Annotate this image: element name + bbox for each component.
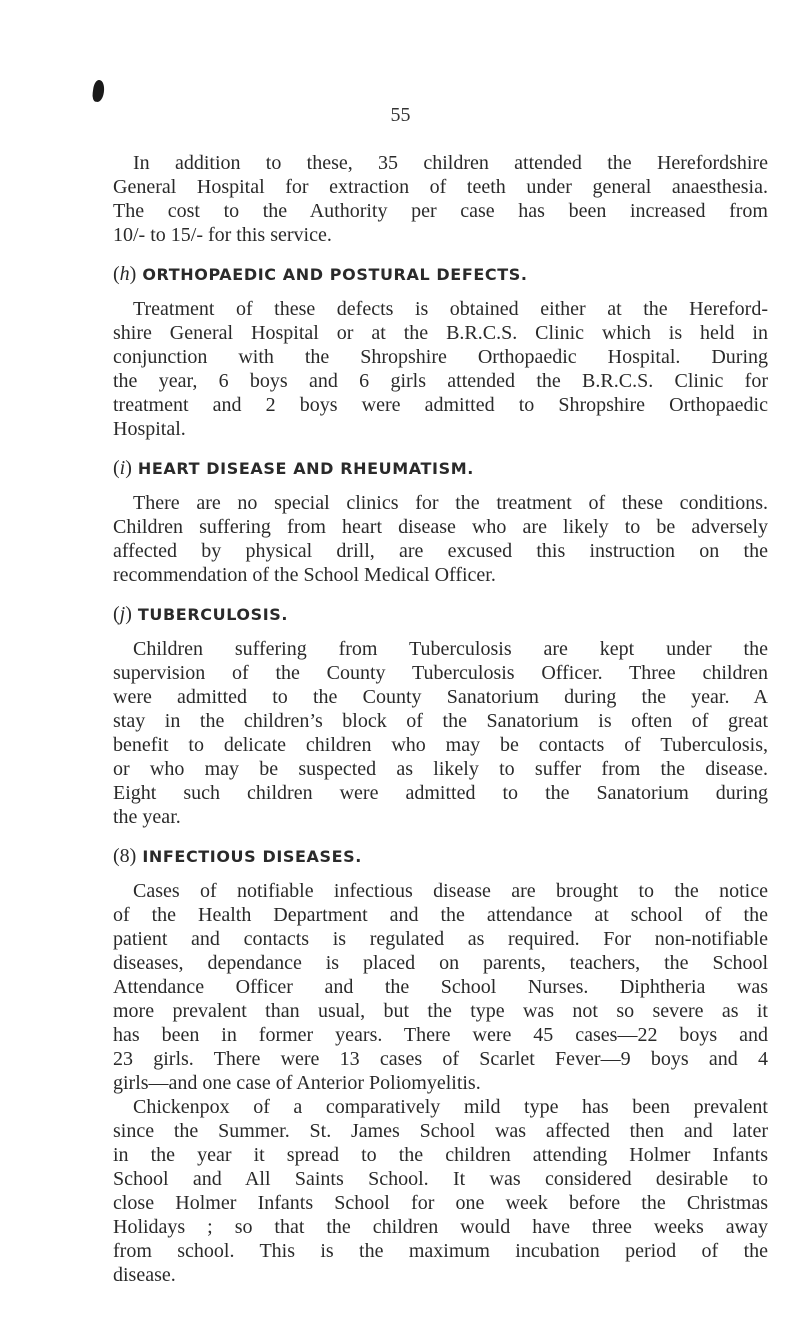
text-line: recommendation of the School Medical Officer. — [113, 564, 496, 586]
text-line: affected by physical drill, are excused this instruction on the — [113, 540, 768, 562]
text-line: has been in former years. There were 45 cases—22 boys and — [113, 1024, 768, 1046]
section-title: INFECTIOUS DISEASES. — [142, 847, 362, 866]
text-line: Holidays ; so that the children would have three weeks away — [113, 1216, 768, 1238]
text-line: benefit to delicate children who may be contacts of Tuberculosis, — [113, 734, 768, 756]
paragraph — [113, 879, 768, 1095]
section — [113, 844, 768, 1287]
paragraph — [113, 297, 768, 441]
text-line: 10/- to 15/- for this service. — [113, 224, 332, 246]
section-title: HEART DISEASE AND RHEUMATISM. — [137, 459, 474, 478]
text-line: diseases, dependance is placed on parents, teachers, the School — [113, 952, 768, 974]
section — [113, 602, 768, 829]
section — [113, 262, 768, 441]
text-line: The cost to the Authority per case has been increased from — [113, 200, 768, 222]
text-line: treatment and 2 boys were admitted to Shropshire Orthopaedic — [113, 394, 768, 416]
text-line: There are no special clinics for the treatment of these conditions. — [133, 492, 768, 514]
text-line: patient and contacts is regulated as required. For non-notifiable — [113, 928, 768, 950]
text-line: Children suffering from heart disease who are likely to be adversely — [113, 516, 768, 538]
section-letter: 8 — [119, 845, 130, 867]
text-line: Hospital. — [113, 418, 186, 440]
text-line: conjunction with the Shropshire Orthopaedic Hospital. During — [113, 346, 768, 368]
text-line: Children suffering from Tuberculosis are kept under the — [133, 638, 768, 660]
section-label: (i) — [113, 457, 132, 479]
text-line: girls—and one case of Anterior Poliomyelitis. — [113, 1072, 481, 1094]
section-letter: h — [119, 263, 130, 285]
text-line: disease. — [113, 1264, 176, 1286]
text-line: School and All Saints School. It was considered desirable to — [113, 1168, 768, 1190]
section — [113, 456, 768, 587]
section-title: TUBERCULOSIS. — [137, 605, 289, 624]
text-line: were admitted to the County Sanatorium during the year. A — [113, 686, 768, 708]
text-line: In addition to these, 35 children attended the Herefordshire — [133, 152, 768, 174]
section-heading — [113, 602, 768, 626]
text-line: from school. This is the maximum incubation period of the — [113, 1240, 768, 1262]
section-label: (h) — [113, 263, 137, 285]
text-line: Eight such children were admitted to the Sanatorium during — [113, 782, 768, 804]
text-line: stay in the children’s block of the Sanatorium is often of great — [113, 710, 768, 732]
text-line: General Hospital for extraction of teeth under general anaesthesia. — [113, 176, 768, 198]
text-line: Treatment of these defects is obtained either at the Hereford- — [133, 298, 768, 320]
text-line: 23 girls. There were 13 cases of Scarlet Fever—9 boys and 4 — [113, 1048, 768, 1070]
text-line: close Holmer Infants School for one week before the Christmas — [113, 1192, 768, 1214]
document-body — [113, 151, 768, 1287]
text-line: more prevalent than usual, but the type was not so severe as it — [113, 1000, 768, 1022]
text-line: shire General Hospital or at the B.R.C.S. Clinic which is held in — [113, 322, 768, 344]
section — [113, 151, 768, 247]
section-label: (j) — [113, 603, 132, 625]
section-label: (8) — [113, 845, 137, 867]
paragraph — [113, 637, 768, 829]
text-line: Cases of notifiable infectious disease are brought to the notice — [133, 880, 768, 902]
text-line: the year, 6 boys and 6 girls attended the B.R.C.S. Clinic for — [113, 370, 768, 392]
section-heading — [113, 844, 768, 868]
text-line: supervision of the County Tuberculosis Officer. Three children — [113, 662, 768, 684]
paragraph — [113, 151, 768, 247]
section-letter: i — [119, 457, 126, 479]
text-line: since the Summer. St. James School was affected then and later — [113, 1120, 768, 1142]
section-title: ORTHOPAEDIC AND POSTURAL DEFECTS. — [142, 265, 528, 284]
text-line: the year. — [113, 806, 181, 828]
text-line: or who may be suspected as likely to suffer from the disease. — [113, 758, 768, 780]
text-line: in the year it spread to the children attending Holmer Infants — [113, 1144, 768, 1166]
text-line: of the Health Department and the attendance at school of the — [113, 904, 768, 926]
section-heading — [113, 456, 768, 480]
text-line: Attendance Officer and the School Nurses. Diphtheria was — [113, 976, 768, 998]
page-number: 55 — [390, 104, 411, 126]
paragraph — [113, 1095, 768, 1287]
text-line: Chickenpox of a comparatively mild type has been prevalent — [133, 1096, 768, 1118]
section-heading — [113, 262, 768, 286]
section-letter: j — [119, 603, 126, 625]
ink-blot-mark — [92, 79, 106, 102]
paragraph — [113, 491, 768, 587]
